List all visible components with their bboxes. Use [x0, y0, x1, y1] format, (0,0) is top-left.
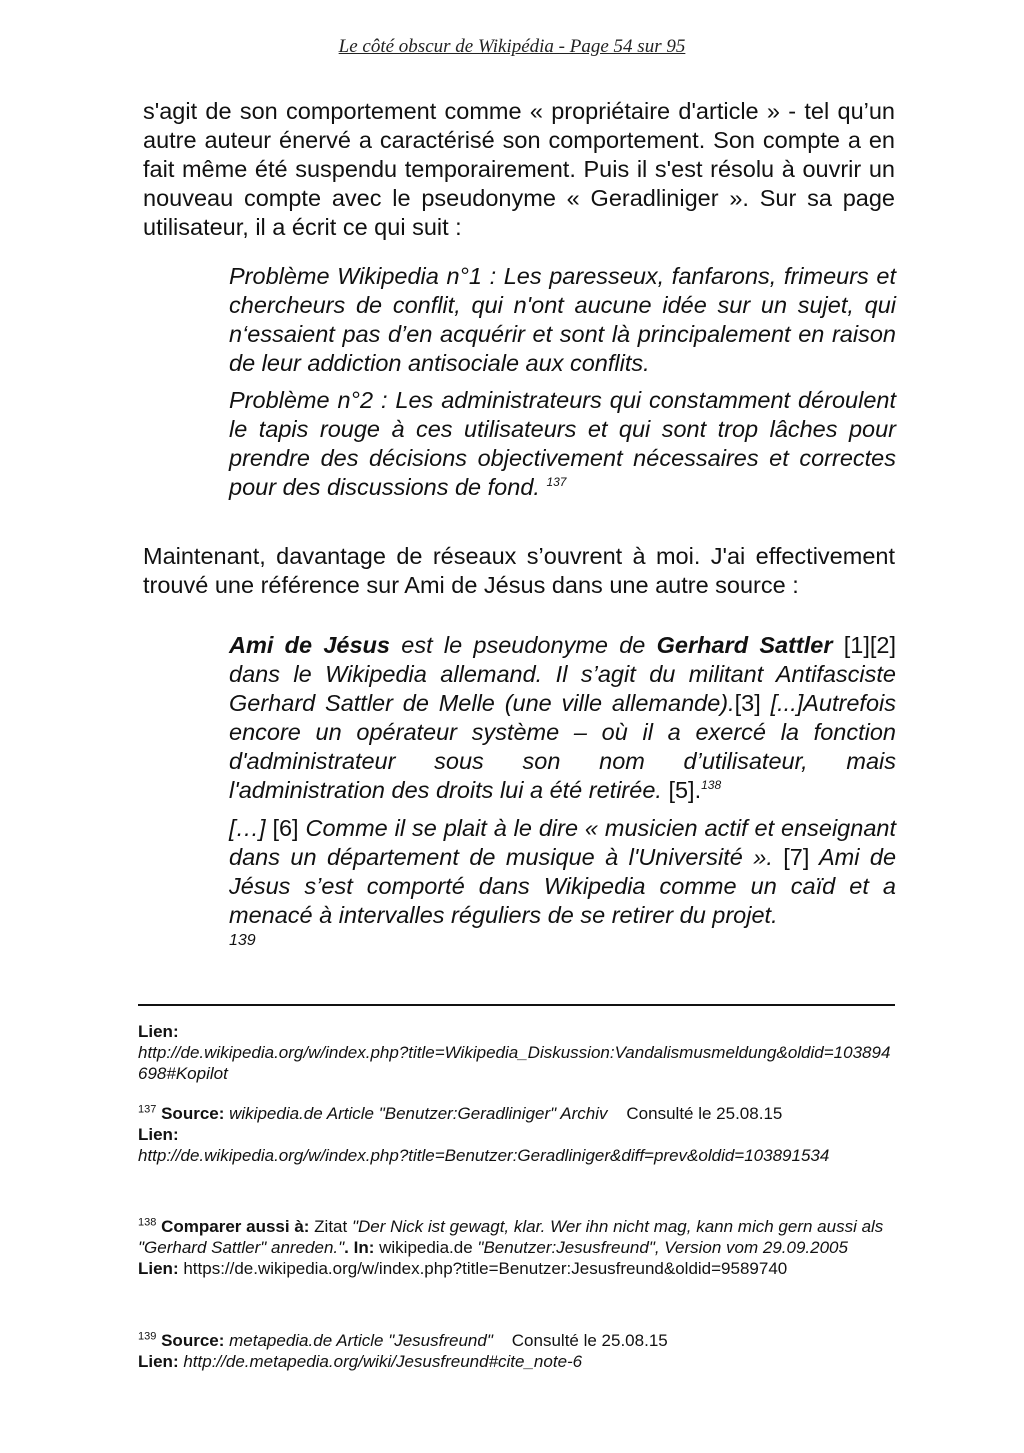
blockquote-metapedia: [229, 631, 896, 952]
ref-5: [5].: [668, 777, 702, 803]
footnote-link[interactable]: http://de.metapedia.org/wiki/Jesusfreund#cite_note-6: [183, 1352, 583, 1371]
footnote-137-source-line: [138, 1103, 898, 1124]
source-text: wikipedia.de Article "Benutzer:Geradliniger" Archiv: [229, 1104, 608, 1123]
zitat-quote: "Der Nick ist gewagt, klar. Wer ihn nicht mag, kann mich gern aussi als "Gerhard Sattler" anreden.": [138, 1217, 884, 1257]
quote-problem-1: Problème Wikipedia n°1 : Les paresseux, fanfarons, frimeurs et chercheurs de conflit, qui n'ont aucune idée sur un sujet, qui n‘essaient pas d’en acquérir et sont là principalement en raison de leur addiction antisociale aux conflits.: [229, 263, 896, 376]
quote-problem-2: [229, 386, 896, 502]
footnote-continuation: [138, 1021, 898, 1084]
quote-ami-de-jesus-1: [229, 631, 896, 805]
ref-6: [6]: [272, 815, 299, 841]
footnote-link[interactable]: http://de.wikipedia.org/w/index.php?title=Benutzer:Geradliniger&diff=prev&oldid=103891534: [138, 1146, 830, 1165]
footnote-137: [138, 1103, 898, 1166]
consulted-date: Consulté le 25.08.15: [626, 1104, 783, 1123]
quote-ami-de-jesus-2: [229, 814, 896, 952]
footnote-ref-138[interactable]: 138: [701, 778, 722, 793]
footnote-separator: [138, 1004, 895, 1006]
quote-text: est le pseudonyme de: [389, 632, 657, 658]
footnote-138-link-line: [138, 1258, 898, 1279]
footnote-139: [138, 1330, 898, 1372]
footnote-139-source-line: [138, 1330, 898, 1351]
source-label: Source:: [161, 1331, 225, 1350]
ref-1-2: [1][2]: [832, 632, 896, 658]
intro-paragraph: s'agit de son comportement comme « propriétaire d'article » - tel qu’un autre auteur énervé a caractérisé son comportement. Son compte a en fait même été suspendu temporairement. Puis il s'est résolu à ouvrir un nouveau compte avec le pseudonyme « Geradliniger ». Sur sa page utilisateur, il a écrit ce qui suit :: [143, 98, 895, 240]
footnote-link[interactable]: https://de.wikipedia.org/w/index.php?title=Benutzer:Jesusfreund&oldid=9589740: [178, 1259, 788, 1278]
in-label: . In:: [344, 1238, 375, 1257]
lien-label: Lien:: [138, 1259, 179, 1278]
consulted-date: Consulté le 25.08.15: [511, 1331, 668, 1350]
quote-problem-2-text: Problème n°2 : Les administrateurs qui constamment déroulent le tapis rouge à ces utilisateurs et qui sont trop lâches pour prendre des décisions objectivement nécessaires et correctes pour des discussions de fond.: [229, 387, 896, 500]
quote-text: Comme il se plait à le dire « musicien actif et enseignant dans un département de musique à l'Université ».: [229, 815, 896, 870]
quote-text: dans le Wikipedia allemand. Il s’agit du militant Antifasciste Gerhard Sattler de Melle (une ville allemande).: [229, 661, 896, 716]
blockquote-geradliniger: [229, 262, 896, 502]
lien-label: Lien:: [138, 1125, 179, 1144]
lien-label: Lien:: [138, 1022, 179, 1041]
bold-gerhard-sattler: Gerhard Sattler: [656, 632, 833, 658]
ellipsis: […]: [229, 815, 273, 841]
ref-3: [3]: [734, 690, 761, 716]
zitat-label: Zitat: [309, 1217, 352, 1236]
footnote-139-link-line: [138, 1351, 898, 1372]
source-text: metapedia.de Article "Jesusfreund": [229, 1331, 493, 1350]
quote-text: Ami de Jésus s’est comporté dans Wikipedia comme un caïd et a menacé à intervalles réguliers de se retirer du projet.: [229, 844, 897, 928]
running-header: Le côté obscur de Wikipédia - Page 54 sur 95: [338, 36, 686, 57]
footnote-number: 138: [138, 1216, 157, 1229]
source-label: Source:: [161, 1104, 225, 1123]
footnote-number: 137: [138, 1103, 157, 1116]
quote-text: [...]Autrefois encore un opérateur système – où il a exercé la fonction d'administrateur sous son nom d’utilisateur, mais l'administration des droits lui a été retirée.: [229, 690, 896, 803]
lien-label: Lien:: [138, 1352, 179, 1371]
middle-paragraph: Maintenant, davantage de réseaux s’ouvrent à moi. J'ai effectivement trouvé une référence sur Ami de Jésus dans une autre source :: [143, 543, 895, 598]
site: wikipedia.de: [374, 1238, 478, 1257]
footnote-number: 139: [138, 1330, 157, 1343]
article: "Benutzer:Jesusfreund", Version vom 29.09.2005: [477, 1238, 848, 1257]
footnote-138: [138, 1216, 898, 1279]
footnote-138-text: [138, 1216, 898, 1258]
footnote-ref-137[interactable]: 137: [546, 475, 567, 490]
footnote-link[interactable]: http://de.wikipedia.org/w/index.php?title=Wikipedia_Diskussion:Vandalismusmeldung&oldid=103894698#Kopilot: [138, 1043, 891, 1083]
footnote-ref-139[interactable]: 139: [229, 932, 256, 949]
compare-label: Comparer aussi à:: [161, 1217, 310, 1236]
ref-7: [7]: [783, 844, 810, 870]
bold-ami-de-jesus: Ami de Jésus: [229, 632, 390, 658]
